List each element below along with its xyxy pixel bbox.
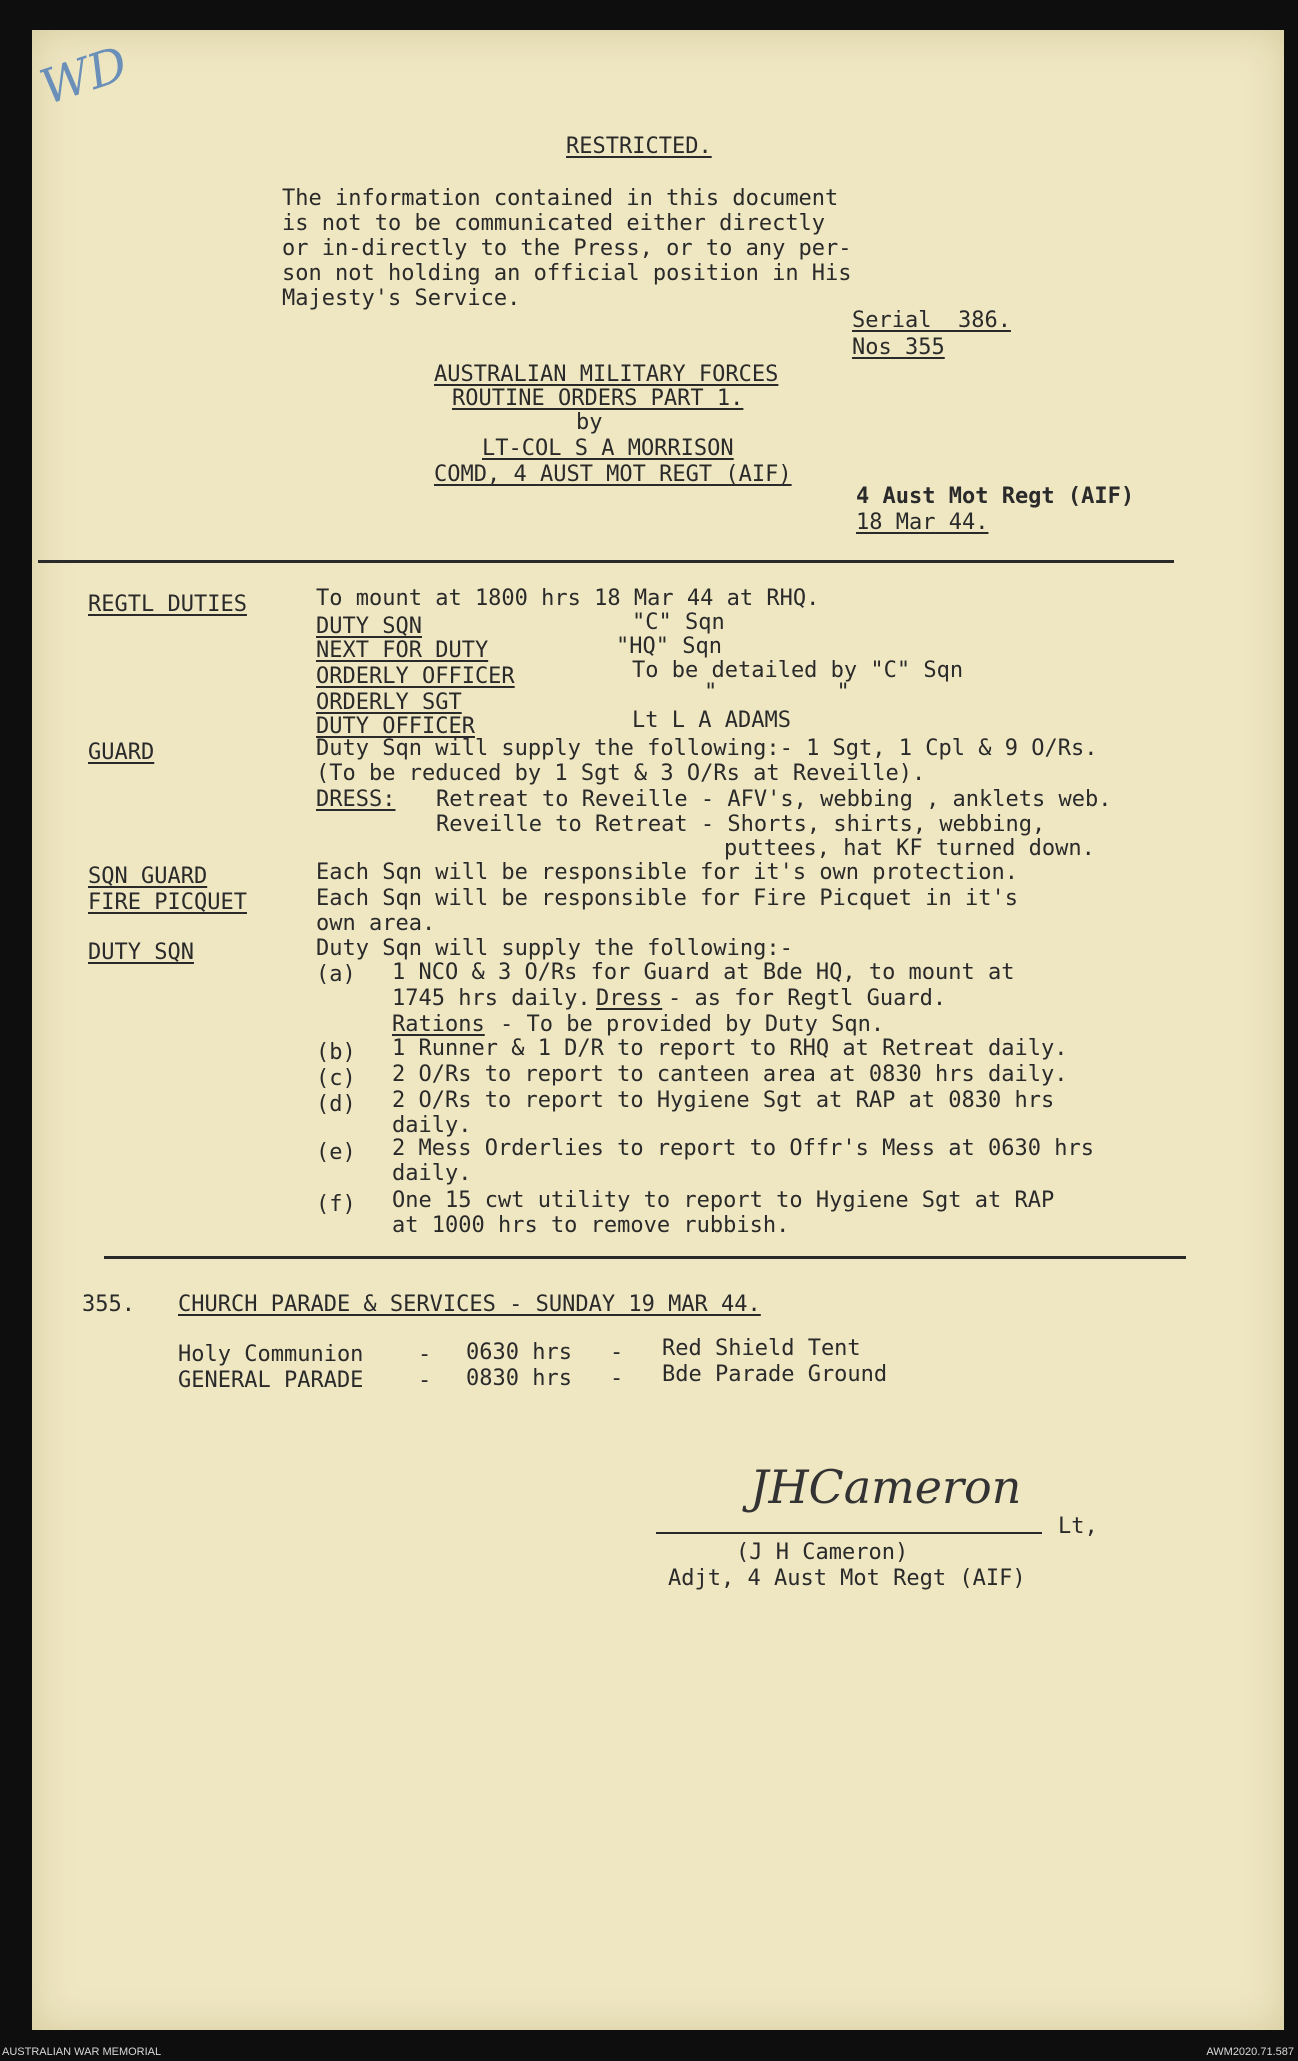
- guard-dress-label: DRESS:: [316, 787, 396, 812]
- item-f-line-2: at 1000 hrs to remove rubbish.: [392, 1213, 790, 1238]
- church-row-1-service: Holy Communion: [178, 1342, 364, 1367]
- church-row-2-dash-2: -: [610, 1366, 624, 1391]
- item-f-line-1: One 15 cwt utility to report to Hygiene Sgt at RAP: [392, 1188, 1055, 1213]
- heading-commander: LT-COL S A MORRISON: [482, 436, 734, 461]
- next-for-duty-key: NEXT FOR DUTY: [316, 638, 489, 663]
- order-date: 18 Mar 44.: [856, 510, 989, 535]
- signature-line: [656, 1532, 1042, 1534]
- church-row-2-time: 0830 hrs: [466, 1366, 572, 1391]
- item-c-mark: (c): [316, 1066, 356, 1091]
- item-a-line-2: 1745 hrs daily.: [392, 986, 591, 1011]
- church-row-2-dash: -: [418, 1368, 432, 1393]
- item-a-line-1: 1 NCO & 3 O/Rs for Guard at Bde HQ, to mount at: [392, 960, 1015, 985]
- guard-dress-line-2: Reveille to Retreat - Shorts, shirts, webbing,: [436, 812, 1046, 837]
- church-title: CHURCH PARADE & SERVICES - SUNDAY 19 MAR 44.: [178, 1292, 761, 1317]
- footer-institution: AUSTRALIAN WAR MEMORIAL: [2, 2046, 162, 2058]
- restricted-line-2: is not to be communicated either directly: [282, 211, 826, 236]
- regtl-duties-label: REGTL DUTIES: [88, 592, 247, 617]
- guard-label: GUARD: [88, 740, 155, 765]
- item-f-mark: (f): [316, 1192, 356, 1217]
- item-e-mark: (e): [316, 1140, 356, 1165]
- fire-picquet-label: FIRE PICQUET: [88, 890, 247, 915]
- church-row-2-place: Bde Parade Ground: [662, 1362, 888, 1387]
- item-b-line-1: 1 Runner & 1 D/R to report to RHQ at Retreat daily.: [392, 1036, 1068, 1061]
- orderly-sgt-key: ORDERLY SGT: [316, 690, 462, 715]
- guard-line-2: (To be reduced by 1 Sgt & 3 O/Rs at Reveille).: [316, 761, 926, 786]
- duty-sqn-label: DUTY SQN: [88, 940, 194, 965]
- church-row-2-service: GENERAL PARADE: [178, 1368, 364, 1393]
- order-numbers: Nos 355: [852, 335, 945, 360]
- item-d-line-1: 2 O/Rs to report to Hygiene Sgt at RAP at 0830 hrs: [392, 1088, 1055, 1113]
- fire-picquet-line-1: Each Sqn will be responsible for Fire Picquet in it's: [316, 886, 1018, 911]
- item-b-mark: (b): [316, 1040, 356, 1065]
- heading-forces: AUSTRALIAN MILITARY FORCES: [434, 362, 779, 387]
- duty-sqn-key: DUTY SQN: [316, 614, 422, 639]
- signature-title: Adjt, 4 Aust Mot Regt (AIF): [668, 1566, 1026, 1591]
- church-row-1-dash: -: [418, 1342, 432, 1367]
- item-d-mark: (d): [316, 1092, 356, 1117]
- fire-picquet-line-2: own area.: [316, 911, 436, 936]
- guard-dress-line-1: Retreat to Reveille - AFV's, webbing , anklets web.: [436, 787, 1112, 812]
- divider-top: [38, 560, 1174, 563]
- signature-rank: Lt,: [1058, 1514, 1098, 1539]
- heading-command: COMD, 4 AUST MOT REGT (AIF): [434, 462, 792, 487]
- item-c-line-1: 2 O/Rs to report to canteen area at 0830 hrs daily.: [392, 1062, 1068, 1087]
- restricted-line-4: son not holding an official position in His: [282, 261, 852, 286]
- sqn-guard-label: SQN GUARD: [88, 864, 208, 889]
- footer-accession: AWM2020.71.587: [1206, 2046, 1294, 2058]
- serial-number: Serial 386.: [852, 308, 1011, 333]
- duty-sqn-value: "C" Sqn: [632, 610, 725, 635]
- restricted-line-5: Majesty's Service.: [282, 286, 521, 311]
- orderly-sgt-value: " ": [704, 680, 850, 705]
- church-row-1-time: 0630 hrs: [466, 1340, 572, 1365]
- orderly-officer-value: To be detailed by "C" Sqn: [632, 658, 964, 683]
- item-d-line-2: daily.: [392, 1113, 472, 1138]
- restricted-line-3: or in-directly to the Press, or to any per-: [282, 236, 852, 261]
- divider-middle: [104, 1256, 1186, 1259]
- heading-routine-orders: ROUTINE ORDERS PART 1.: [452, 386, 744, 411]
- heading-by: by: [576, 410, 603, 435]
- guard-dress-line-3: puttees, hat KF turned down.: [724, 836, 1095, 861]
- item-a-dress-rest: - as for Regtl Guard.: [668, 986, 947, 1011]
- unit-name: 4 Aust Mot Regt (AIF): [856, 484, 1135, 509]
- next-for-duty-value: "HQ" Sqn: [616, 634, 722, 659]
- signature-name: (J H Cameron): [736, 1540, 909, 1565]
- item-a-dress: Dress: [596, 986, 663, 1011]
- sqn-guard-text: Each Sqn will be responsible for it's own protection.: [316, 860, 1018, 885]
- item-e-line-2: daily.: [392, 1161, 472, 1186]
- orderly-officer-key: ORDERLY OFFICER: [316, 664, 515, 689]
- regtl-duties-mount: To mount at 1800 hrs 18 Mar 44 at RHQ.: [316, 586, 820, 611]
- church-row-1-dash-2: -: [610, 1340, 624, 1365]
- item-e-line-1: 2 Mess Orderlies to report to Offr's Mess at 0630 hrs: [392, 1136, 1094, 1161]
- handwritten-annotation: WD: [33, 35, 135, 117]
- restricted-line-1: The information contained in this document: [282, 186, 839, 211]
- item-a-rations: Rations: [392, 1012, 485, 1037]
- duty-officer-key: DUTY OFFICER: [316, 714, 475, 739]
- duty-officer-value: Lt L A ADAMS: [632, 708, 791, 733]
- guard-line-1: Duty Sqn will supply the following:- 1 Sgt, 1 Cpl & 9 O/Rs.: [316, 736, 1098, 761]
- signature-scrawl: JHCameron: [750, 1460, 1022, 1514]
- church-order-number: 355.: [82, 1292, 135, 1317]
- item-a-rations-rest: - To be provided by Duty Sqn.: [500, 1012, 885, 1037]
- restricted-heading: RESTRICTED.: [566, 134, 712, 159]
- duty-sqn-intro: Duty Sqn will supply the following:-: [316, 936, 793, 961]
- church-row-1-place: Red Shield Tent: [662, 1336, 861, 1361]
- item-a-mark: (a): [316, 962, 356, 987]
